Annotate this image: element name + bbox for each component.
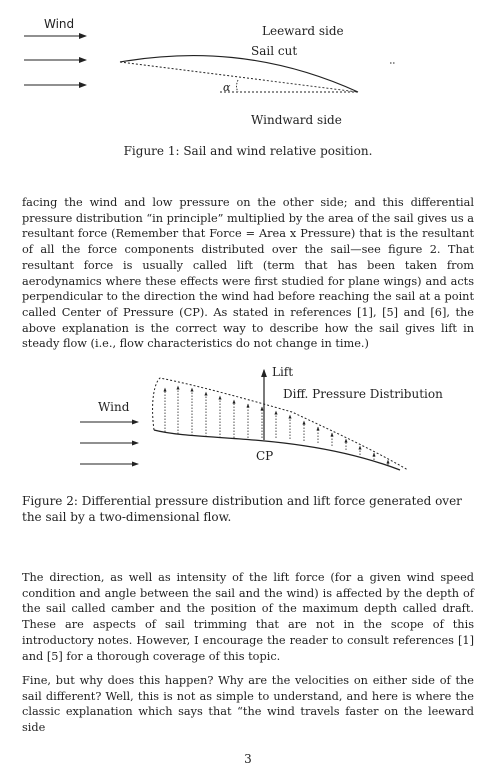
sail-curve <box>154 430 400 470</box>
alpha-label: α <box>223 81 231 94</box>
page-number: 3 <box>244 752 252 766</box>
body-paragraph: The direction, as well as intensity of the lift force (for a given wind speed condition and angle between the sail and the wind) is affected by the depth of the sail called camber and the position of the maximum depth called draft. These are aspects of sail trimming that are not in the scope of this introductory notes. However, I encourage the reader to consult references [1] and [5] for a thorough coverage of this topic. <box>22 571 474 663</box>
body-paragraph: facing the wind and low pressure on the other side; and this differential pressure distribution “in principle” multiplied by the area of the sail gives us a resultant force (Remember that Force = Area x Pressure) that is the resultant of all the force components distributed over the sail—see figure 2. That resultant force is usually called lift (term that has been taken from aerodynamics where these effects were first studied for plane wings) and acts perpendicular to the direction the wind had before reaching the sail at a point called Center of Pressure (CP). As stated in references [1], [5] and [6], the above explanation is the correct way to describe how the sail gives lift in steady flow (i.e., flow characteristics do not change in time.) <box>22 196 474 351</box>
lift-label: Lift <box>272 365 294 379</box>
diff-pressure-label: Diff. Pressure Distribution <box>283 387 443 401</box>
figure-1-caption: Figure 1: Sail and wind relative position. <box>123 144 373 158</box>
wind-label: Wind <box>44 17 75 31</box>
leeward-label: Leeward side <box>262 24 344 38</box>
windward-label: Windward side <box>251 113 342 127</box>
cp-label: CP <box>256 449 274 463</box>
body-paragraph: Fine, but why does this happen? Why are the velocities on either side of the sail different? Well, this is not as simple to understand, and here is where the classic explanation which says that “the wind travels faster on the leeward side <box>22 674 474 735</box>
figure-2-caption: Figure 2: Differential pressure distribution and lift force generated over the sail by a two-dimensional flow. <box>22 494 462 524</box>
wind-label: Wind <box>98 400 130 414</box>
sail-cut-label: Sail cut <box>251 44 298 58</box>
